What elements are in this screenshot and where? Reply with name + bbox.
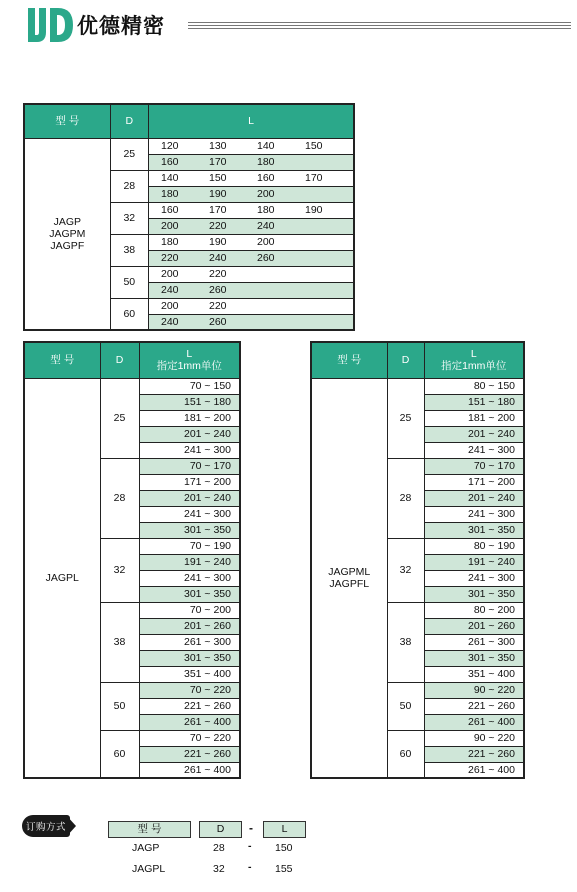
table-row: [24, 378, 240, 394]
length-range-cell: 70 ~ 220: [139, 730, 240, 746]
length-values-cell: [149, 170, 355, 186]
diameter-cell: 38: [387, 602, 424, 682]
order-d-label: D: [199, 821, 242, 838]
length-range-cell: 70 ~ 170: [139, 458, 240, 474]
length-values-cell: [149, 266, 355, 282]
model-name: JAGPF: [50, 239, 85, 252]
model-cell: [24, 378, 100, 778]
length-value: 260: [209, 284, 227, 296]
length-range-cell: 151 ~ 180: [139, 394, 240, 410]
diameter-cell: 25: [100, 378, 139, 458]
table-jagp: [23, 103, 355, 331]
length-range-cell: 70 ~ 150: [139, 378, 240, 394]
length-range-cell: 261 ~ 300: [139, 634, 240, 650]
header-rule: [188, 22, 571, 31]
jd-logo: [28, 8, 74, 42]
length-value: 220: [161, 252, 179, 264]
length-range-cell: 301 ~ 350: [424, 650, 524, 666]
brand-name: 优德精密: [77, 14, 165, 38]
example-l: 155: [275, 863, 293, 875]
length-range-cell: 241 ~ 300: [424, 506, 524, 522]
length-range-cell: 241 ~ 300: [139, 442, 240, 458]
example-d: 32: [213, 863, 225, 875]
length-range-cell: 90 ~ 220: [424, 682, 524, 698]
example-l: 150: [275, 842, 293, 854]
model-cell: [311, 378, 387, 778]
model-name: JAGP: [53, 215, 82, 228]
length-value: 190: [209, 188, 227, 200]
length-range-cell: 70 ~ 200: [139, 602, 240, 618]
table-jagpl: [23, 341, 241, 779]
diameter-cell: 28: [110, 170, 148, 202]
length-values-cell: [149, 202, 355, 218]
length-range-cell: 80 ~ 200: [424, 602, 524, 618]
example-dash: -: [248, 840, 252, 852]
length-value: 150: [209, 172, 227, 184]
length-value: 160: [257, 172, 275, 184]
diameter-cell: 38: [110, 234, 148, 266]
length-range-cell: 201 ~ 260: [424, 618, 524, 634]
length-value: 120: [161, 140, 179, 152]
length-value: 220: [209, 300, 227, 312]
length-range-cell: 171 ~ 200: [139, 474, 240, 490]
diameter-cell: 50: [387, 682, 424, 730]
table-body: [311, 378, 524, 778]
length-value: 200: [161, 268, 179, 280]
header-model: 型 号: [24, 104, 110, 138]
header-l-title: L: [470, 348, 477, 361]
length-value: 180: [161, 188, 179, 200]
length-range-cell: 261 ~ 300: [424, 634, 524, 650]
length-value: 140: [257, 140, 275, 152]
length-value: 180: [257, 156, 275, 168]
model-name: JAGPFL: [329, 577, 370, 590]
header-l: [139, 342, 240, 378]
length-range-cell: 80 ~ 150: [424, 378, 524, 394]
model-name: JAGPL: [45, 571, 79, 584]
model-cell: [24, 138, 110, 330]
order-l-label: L: [263, 821, 306, 838]
length-range-cell: 221 ~ 260: [424, 746, 524, 762]
table-jagpml: [310, 341, 525, 779]
diameter-cell: 60: [100, 730, 139, 778]
header-l-unit: 指定1mm单位: [441, 360, 507, 373]
length-values-cell: [149, 298, 355, 314]
length-values-cell: [149, 186, 355, 202]
diameter-cell: 50: [100, 682, 139, 730]
header-d: D: [110, 104, 148, 138]
length-range-cell: 351 ~ 400: [139, 666, 240, 682]
table-body: [24, 138, 354, 330]
length-range-cell: 301 ~ 350: [139, 586, 240, 602]
length-range-cell: 191 ~ 240: [139, 554, 240, 570]
diameter-cell: 32: [100, 538, 139, 602]
header-l-title: L: [186, 348, 193, 361]
length-range-cell: 261 ~ 400: [139, 762, 240, 778]
diameter-cell: 28: [387, 458, 424, 538]
table-row: [311, 378, 524, 394]
length-range-cell: 201 ~ 240: [424, 490, 524, 506]
table-row: [24, 138, 354, 154]
length-range-cell: 80 ~ 190: [424, 538, 524, 554]
diameter-cell: 28: [100, 458, 139, 538]
order-method-badge: 订购方式: [22, 815, 77, 839]
length-value: 220: [209, 220, 227, 232]
length-value: 240: [257, 220, 275, 232]
length-value: 150: [305, 140, 323, 152]
length-values-cell: [149, 218, 355, 234]
length-range-cell: 70 ~ 170: [424, 458, 524, 474]
length-value: 160: [161, 156, 179, 168]
length-values-cell: [149, 314, 355, 330]
model-name: JAGPM: [49, 227, 86, 240]
length-range-cell: 221 ~ 260: [139, 698, 240, 714]
header-l-unit: 指定1mm单位: [156, 360, 222, 373]
example-dash: -: [248, 861, 252, 873]
diameter-cell: 60: [387, 730, 424, 778]
length-value: 190: [305, 204, 323, 216]
length-value: 140: [161, 172, 179, 184]
length-values-cell: [149, 282, 355, 298]
diameter-cell: 60: [110, 298, 148, 330]
length-range-cell: 70 ~ 220: [139, 682, 240, 698]
length-range-cell: 201 ~ 240: [139, 426, 240, 442]
length-value: 220: [209, 268, 227, 280]
length-value: 240: [209, 252, 227, 264]
length-value: 130: [209, 140, 227, 152]
length-range-cell: 261 ~ 400: [424, 714, 524, 730]
length-range-cell: 201 ~ 240: [139, 490, 240, 506]
model-name: JAGPML: [328, 565, 371, 578]
length-value: 180: [257, 204, 275, 216]
diameter-cell: 32: [110, 202, 148, 234]
length-range-cell: 171 ~ 200: [424, 474, 524, 490]
header-model: 型 号: [24, 342, 100, 378]
length-range-cell: 241 ~ 300: [139, 570, 240, 586]
length-range-cell: 151 ~ 180: [424, 394, 524, 410]
order-model-label: 型 号: [108, 821, 191, 838]
header-l: L: [149, 104, 355, 138]
length-range-cell: 181 ~ 200: [424, 410, 524, 426]
length-range-cell: 301 ~ 350: [139, 522, 240, 538]
length-value: 260: [257, 252, 275, 264]
table-body: [24, 378, 240, 778]
length-value: 200: [257, 188, 275, 200]
example-model: JAGP: [132, 842, 160, 854]
length-range-cell: 201 ~ 240: [424, 426, 524, 442]
length-values-cell: [149, 154, 355, 170]
arrow-right-icon: [66, 815, 76, 837]
length-value: 260: [209, 315, 227, 328]
length-range-cell: 181 ~ 200: [139, 410, 240, 426]
length-range-cell: 90 ~ 220: [424, 730, 524, 746]
example-model: JAGPL: [132, 863, 166, 875]
diameter-cell: 25: [110, 138, 148, 170]
length-values-cell: [149, 234, 355, 250]
order-dash: -: [249, 821, 253, 835]
header-model: 型 号: [311, 342, 387, 378]
header-d: D: [387, 342, 424, 378]
diameter-cell: 25: [387, 378, 424, 458]
length-value: 190: [209, 236, 227, 248]
length-value: 240: [161, 284, 179, 296]
length-range-cell: 301 ~ 350: [139, 650, 240, 666]
diameter-cell: 32: [387, 538, 424, 602]
length-range-cell: 221 ~ 260: [139, 746, 240, 762]
length-value: 170: [305, 172, 323, 184]
length-range-cell: 241 ~ 300: [424, 570, 524, 586]
length-value: 170: [209, 204, 227, 216]
length-value: 180: [161, 236, 179, 248]
length-range-cell: 70 ~ 190: [139, 538, 240, 554]
length-range-cell: 261 ~ 400: [139, 714, 240, 730]
length-value: 170: [209, 156, 227, 168]
diameter-cell: 38: [100, 602, 139, 682]
length-range-cell: 241 ~ 300: [139, 506, 240, 522]
length-range-cell: 301 ~ 350: [424, 586, 524, 602]
length-values-cell: [149, 138, 355, 154]
length-range-cell: 351 ~ 400: [424, 666, 524, 682]
length-value: 160: [161, 204, 179, 216]
length-range-cell: 201 ~ 260: [139, 618, 240, 634]
length-value: 200: [161, 300, 179, 312]
length-values-cell: [149, 250, 355, 266]
length-value: 240: [161, 315, 179, 328]
diameter-cell: 50: [110, 266, 148, 298]
header-l: [424, 342, 524, 378]
length-range-cell: 301 ~ 350: [424, 522, 524, 538]
length-value: 200: [257, 236, 275, 248]
length-range-cell: 261 ~ 400: [424, 762, 524, 778]
length-range-cell: 221 ~ 260: [424, 698, 524, 714]
length-range-cell: 241 ~ 300: [424, 442, 524, 458]
example-d: 28: [213, 842, 225, 854]
header-d: D: [100, 342, 139, 378]
length-range-cell: 191 ~ 240: [424, 554, 524, 570]
length-value: 200: [161, 220, 179, 232]
